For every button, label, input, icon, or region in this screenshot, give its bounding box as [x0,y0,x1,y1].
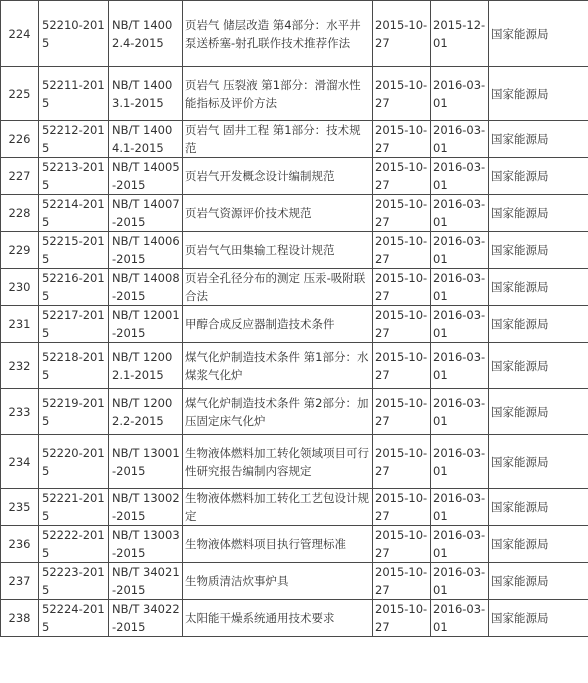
row-number: 225 [1,67,39,121]
issuing-department: 国家能源局 [489,158,588,195]
standard-name: 煤气化炉制造技术条件 第2部分：加压固定床气化炉 [183,389,373,435]
table-row [1,306,588,343]
effective-date: 2016-03-01 [431,563,489,600]
standard-code: 52214-2015 [39,195,109,232]
standard-name: 页岩气 储层改造 第4部分：水平井泵送桥塞-射孔联作技术推荐作法 [183,1,373,67]
issuing-department: 国家能源局 [489,232,588,269]
approval-date: 2015-10-27 [373,1,431,67]
row-number: 227 [1,158,39,195]
standard-name: 生物液体燃料加工转化工艺包设计规定 [183,489,373,526]
table-row [1,1,588,67]
issuing-department: 国家能源局 [489,121,588,158]
effective-date: 2016-03-01 [431,306,489,343]
approval-date: 2015-10-27 [373,389,431,435]
standard-code: 52213-2015 [39,158,109,195]
row-number: 233 [1,389,39,435]
table-row [1,563,588,600]
industry-standard-number: NB/T 14005-2015 [109,158,183,195]
standard-name: 页岩气 压裂液 第1部分：滑溜水性能指标及评价方法 [183,67,373,121]
industry-standard-number: NB/T 13002-2015 [109,489,183,526]
effective-date: 2016-03-01 [431,526,489,563]
industry-standard-number: NB/T 34021-2015 [109,563,183,600]
standard-name: 页岩气资源评价技术规范 [183,195,373,232]
effective-date: 2016-03-01 [431,121,489,158]
standard-code: 52212-2015 [39,121,109,158]
effective-date: 2016-03-01 [431,269,489,306]
table-row [1,435,588,489]
industry-standard-number: NB/T 14008-2015 [109,269,183,306]
approval-date: 2015-10-27 [373,435,431,489]
issuing-department: 国家能源局 [489,67,588,121]
standard-code: 52223-2015 [39,563,109,600]
industry-standard-number: NB/T 14006-2015 [109,232,183,269]
approval-date: 2015-10-27 [373,232,431,269]
table-row [1,343,588,389]
issuing-department: 国家能源局 [489,343,588,389]
row-number: 236 [1,526,39,563]
approval-date: 2015-10-27 [373,600,431,637]
standard-name: 生物液体燃料加工转化领域项目可行性研究报告编制内容规定 [183,435,373,489]
row-number: 235 [1,489,39,526]
approval-date: 2015-10-27 [373,195,431,232]
row-number: 238 [1,600,39,637]
effective-date: 2016-03-01 [431,600,489,637]
approval-date: 2015-10-27 [373,269,431,306]
issuing-department: 国家能源局 [489,306,588,343]
standard-code: 52220-2015 [39,435,109,489]
standard-name: 生物质清洁炊事炉具 [183,563,373,600]
industry-standard-number: NB/T 14003.1-2015 [109,67,183,121]
standard-name: 页岩气 固井工程 第1部分：技术规范 [183,121,373,158]
row-number: 224 [1,1,39,67]
row-number: 231 [1,306,39,343]
effective-date: 2015-12-01 [431,1,489,67]
table-row [1,195,588,232]
industry-standard-number: NB/T 12002.2-2015 [109,389,183,435]
standard-code: 52218-2015 [39,343,109,389]
issuing-department: 国家能源局 [489,489,588,526]
issuing-department: 国家能源局 [489,269,588,306]
issuing-department: 国家能源局 [489,600,588,637]
standard-code: 52211-2015 [39,67,109,121]
issuing-department: 国家能源局 [489,195,588,232]
approval-date: 2015-10-27 [373,67,431,121]
table-body [1,1,588,637]
table-row [1,600,588,637]
standard-code: 52224-2015 [39,600,109,637]
effective-date: 2016-03-01 [431,158,489,195]
effective-date: 2016-03-01 [431,195,489,232]
standard-name: 甲醇合成反应器制造技术条件 [183,306,373,343]
approval-date: 2015-10-27 [373,158,431,195]
approval-date: 2015-10-27 [373,489,431,526]
approval-date: 2015-10-27 [373,526,431,563]
row-number: 226 [1,121,39,158]
industry-standard-number: NB/T 14007-2015 [109,195,183,232]
table-row [1,269,588,306]
effective-date: 2016-03-01 [431,389,489,435]
table-row [1,489,588,526]
industry-standard-number: NB/T 34022-2015 [109,600,183,637]
standard-code: 52221-2015 [39,489,109,526]
issuing-department: 国家能源局 [489,563,588,600]
row-number: 228 [1,195,39,232]
standard-code: 52217-2015 [39,306,109,343]
industry-standard-number: NB/T 13003-2015 [109,526,183,563]
standard-code: 52210-2015 [39,1,109,67]
approval-date: 2015-10-27 [373,306,431,343]
standard-name: 页岩气气田集输工程设计规范 [183,232,373,269]
standard-name: 页岩全孔径分布的测定 压汞-吸附联合法 [183,269,373,306]
row-number: 237 [1,563,39,600]
industry-standard-number: NB/T 12001-2015 [109,306,183,343]
row-number: 234 [1,435,39,489]
row-number: 232 [1,343,39,389]
issuing-department: 国家能源局 [489,435,588,489]
standard-name: 页岩气开发概念设计编制规范 [183,158,373,195]
approval-date: 2015-10-27 [373,121,431,158]
issuing-department: 国家能源局 [489,389,588,435]
effective-date: 2016-03-01 [431,232,489,269]
approval-date: 2015-10-27 [373,343,431,389]
standard-code: 52216-2015 [39,269,109,306]
standard-name: 太阳能干燥系统通用技术要求 [183,600,373,637]
industry-standard-number: NB/T 12002.1-2015 [109,343,183,389]
standard-name: 煤气化炉制造技术条件 第1部分：水煤浆气化炉 [183,343,373,389]
industry-standard-number: NB/T 14004.1-2015 [109,121,183,158]
issuing-department: 国家能源局 [489,1,588,67]
approval-date: 2015-10-27 [373,563,431,600]
row-number: 229 [1,232,39,269]
table-row [1,158,588,195]
effective-date: 2016-03-01 [431,343,489,389]
effective-date: 2016-03-01 [431,67,489,121]
standard-code: 52222-2015 [39,526,109,563]
table-row [1,389,588,435]
table-row [1,232,588,269]
effective-date: 2016-03-01 [431,489,489,526]
effective-date: 2016-03-01 [431,435,489,489]
table-row [1,526,588,563]
standard-code: 52215-2015 [39,232,109,269]
standard-name: 生物液体燃料项目执行管理标准 [183,526,373,563]
issuing-department: 国家能源局 [489,526,588,563]
standard-code: 52219-2015 [39,389,109,435]
table-row [1,121,588,158]
row-number: 230 [1,269,39,306]
industry-standard-number: NB/T 13001-2015 [109,435,183,489]
table-row [1,67,588,121]
industry-standard-number: NB/T 14002.4-2015 [109,1,183,67]
